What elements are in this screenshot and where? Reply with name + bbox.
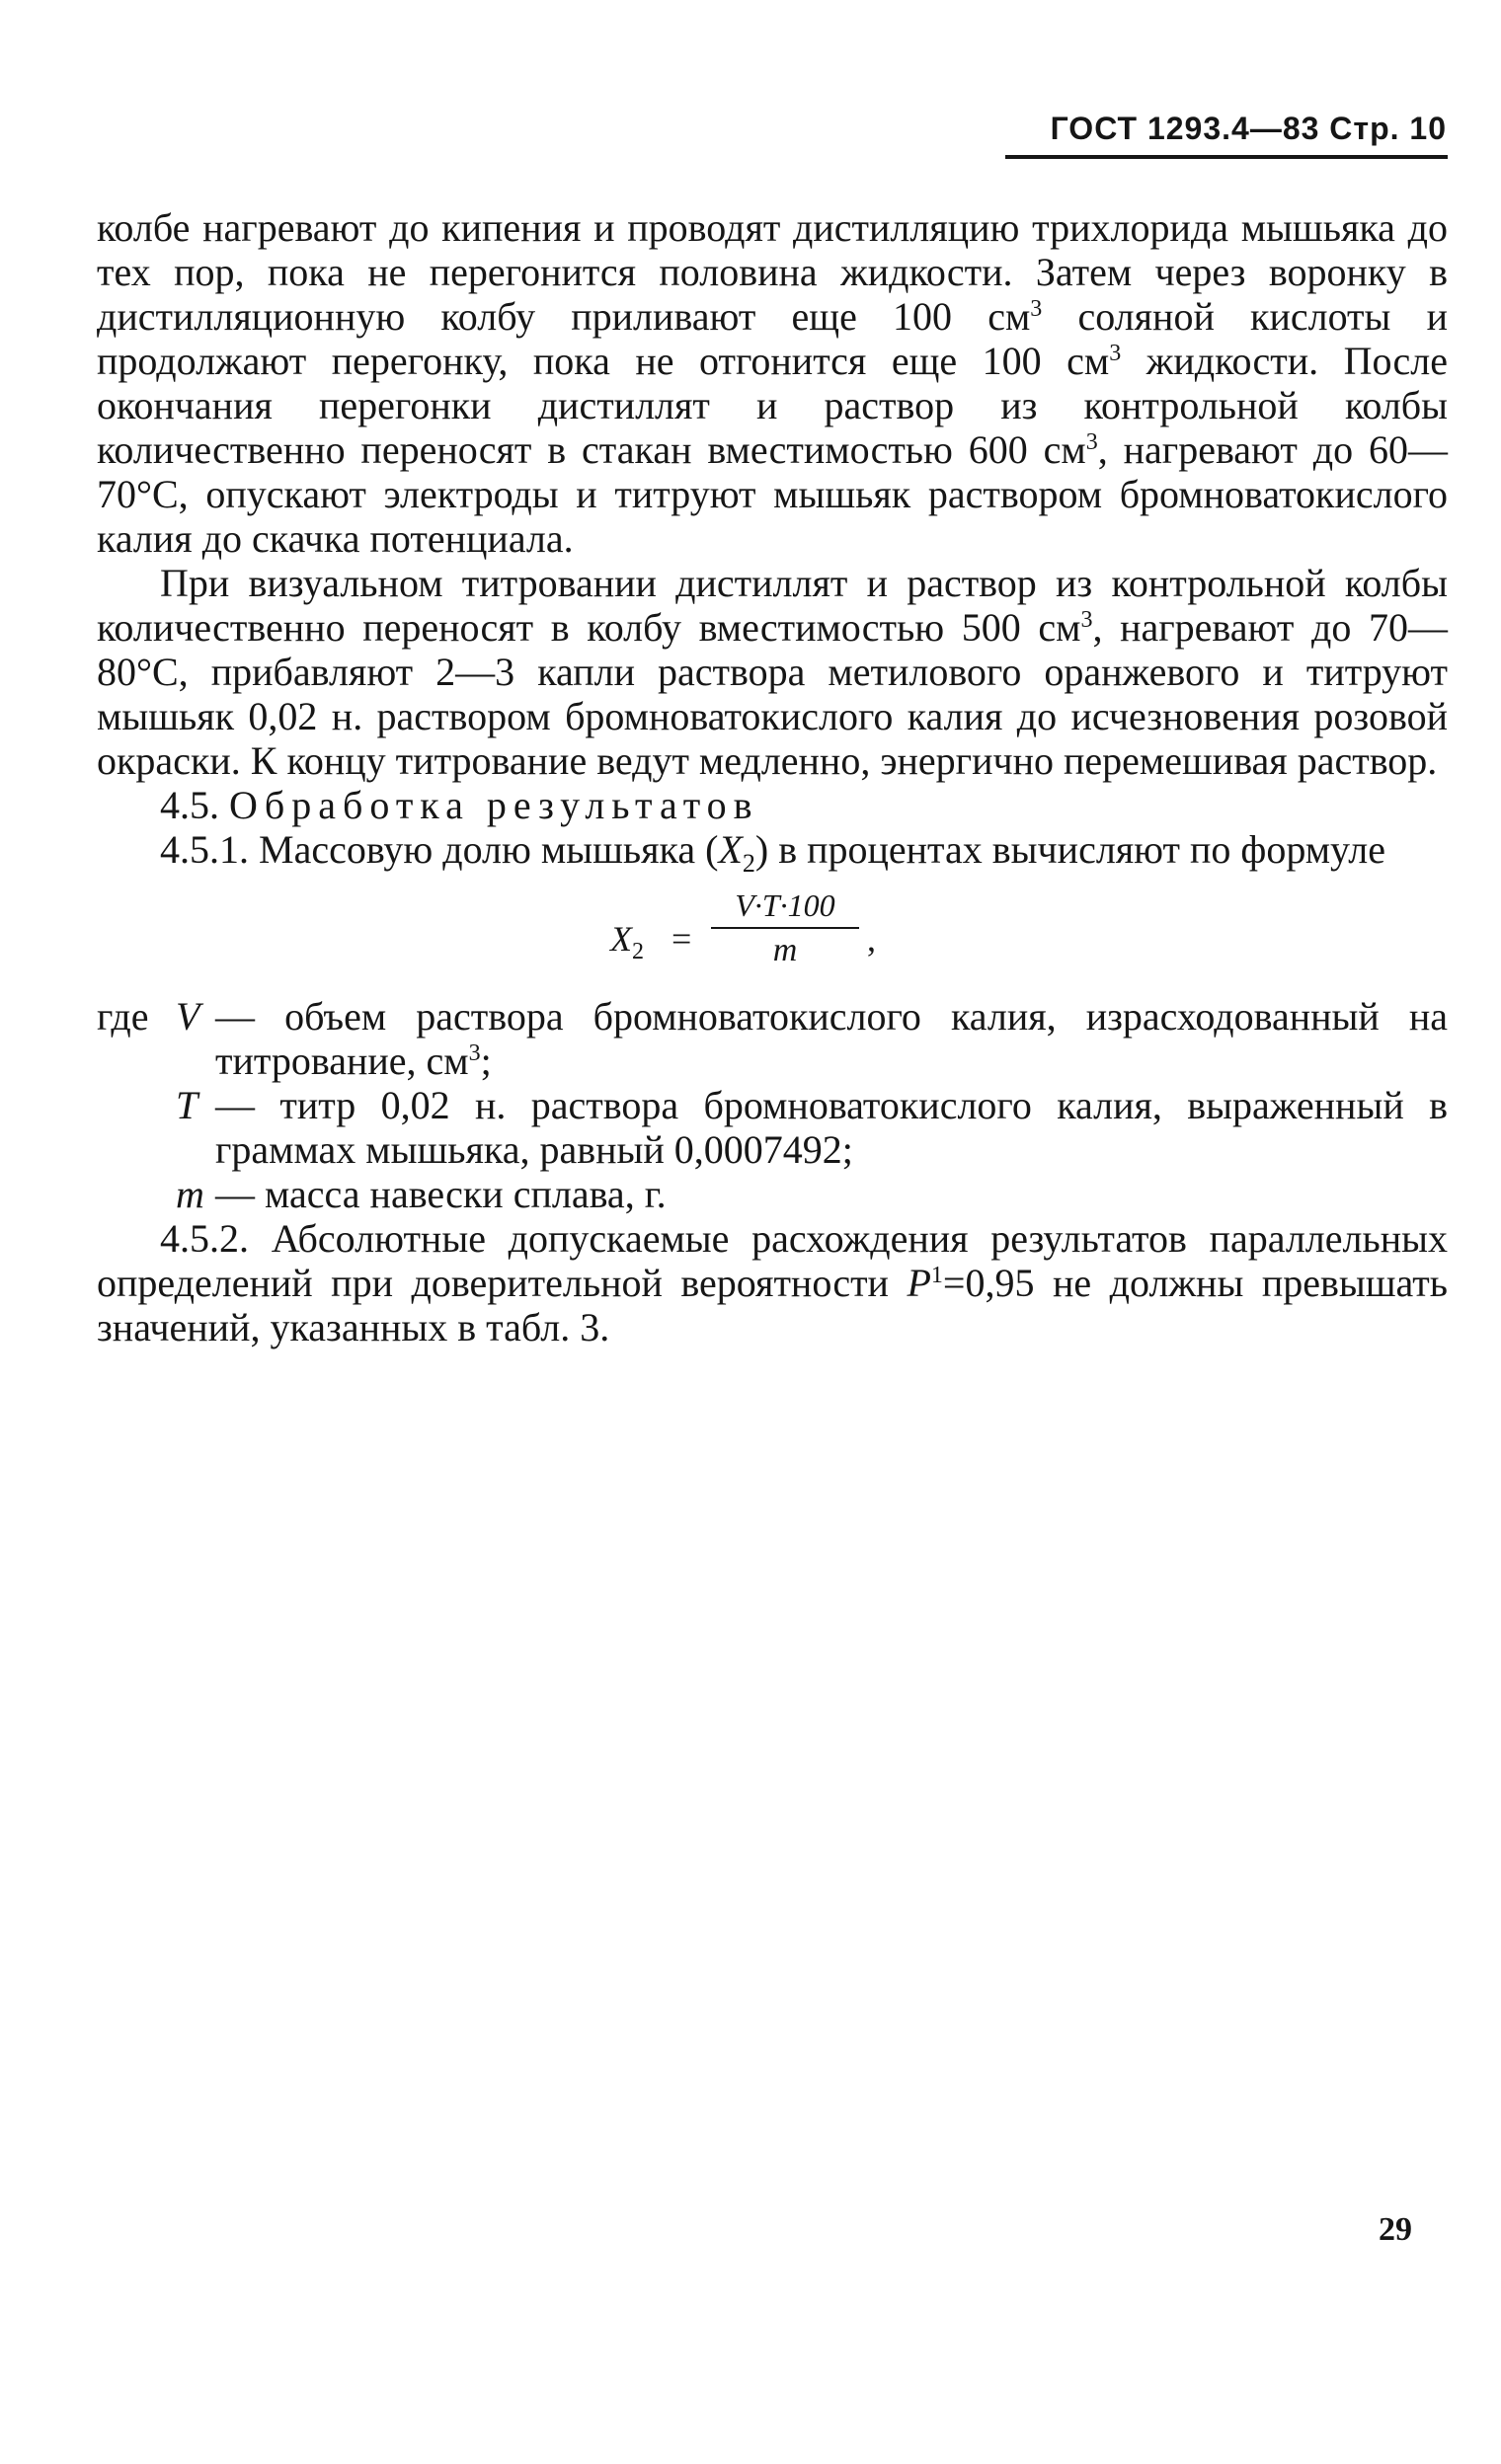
definition-dash: —	[215, 1172, 265, 1216]
formula-denominator: m	[772, 932, 798, 968]
paragraph-text: 4.5.1. Массовую долю мышьяка (	[160, 827, 719, 872]
header-rule	[1005, 155, 1448, 159]
section-number: 4.5.	[160, 783, 219, 827]
variable: X	[718, 827, 743, 872]
definition-row	[97, 994, 1448, 1083]
formula-variable: X	[610, 919, 632, 959]
paragraph-distillation	[97, 205, 1448, 561]
superscript: 1	[930, 1263, 943, 1288]
superscript: 3	[1109, 341, 1122, 366]
definition-text	[215, 1172, 1448, 1216]
paragraph-visual-titration	[97, 561, 1448, 783]
definition-body: объем раствора бромноватокислого калия, израсходованный на титрование, см	[215, 994, 1449, 1083]
paragraph-4-5-2	[97, 1216, 1448, 1349]
superscript: 3	[1030, 296, 1043, 322]
section-title: Обработка результатов	[229, 783, 759, 827]
superscript: 3	[1080, 607, 1093, 633]
variable: P	[907, 1261, 931, 1305]
page-body	[97, 205, 1448, 1349]
paragraph-text: ) в процентах вычисляют по формуле	[754, 827, 1385, 872]
definition-dash: —	[215, 994, 285, 1039]
paragraph-text: При визуальном титровании дистиллят и раствор из контрольной колбы количественно переносят в колбу вместимостью 500 см	[97, 561, 1448, 650]
definition-term: T	[176, 1083, 198, 1127]
page-number: 29	[1379, 2211, 1412, 2248]
running-header: ГОСТ 1293.4—83 Стр. 10	[1050, 111, 1447, 146]
formula-equals: =	[672, 919, 692, 959]
definition-term: V	[176, 994, 200, 1039]
paragraph-text: , нагревают до 60—70°С, опускают электроды и титруют мышьяк раствором бромноватокислого калия до скачка потенциала.	[97, 427, 1448, 561]
mass-fraction-formula	[97, 886, 1448, 989]
paragraph-4-5-1	[97, 827, 1448, 886]
superscript: 3	[468, 1040, 481, 1066]
definitions-lead: где	[97, 994, 149, 1039]
definition-term: m	[176, 1172, 204, 1216]
paragraph-text: жидкости. После окончания перегонки дистиллят и раствор из контрольной колбы количественно переносят в стакан вместимостью 600 см	[97, 339, 1448, 472]
definition-row	[97, 1172, 1448, 1216]
definition-text	[215, 994, 1448, 1083]
definition-row	[97, 1083, 1448, 1172]
definition-text	[215, 1083, 1448, 1172]
paragraph-text: =0,95 не должны превышать значений, указанных в табл. 3.	[97, 1261, 1448, 1349]
paragraph-text: соляной кислоты и продолжают перегонку, пока не отгонится еще 100 см	[97, 294, 1448, 383]
definition-dash: —	[215, 1083, 280, 1127]
paragraph-text: колбе нагревают до кипения и проводят дистилляцию трихлорида мышьяка до тех пор, пока не перегонится половина жидкости. Затем через воронку в дистилляционную колбу приливают еще 100 см	[97, 205, 1448, 339]
section-heading	[97, 783, 1448, 827]
paragraph-text: 4.5.2. Абсолютные допускаемые расхождения результатов параллельных определений при доверительной вероятности	[97, 1216, 1448, 1305]
definition-body: титр 0,02 н. раствора бромноватокислого калия, выраженный в граммах мышьяка, равный 0,0007492;	[215, 1083, 1449, 1172]
formula-subscript: 2	[632, 939, 644, 964]
formula-numerator: V·T·100	[711, 886, 859, 929]
paragraph-text: , нагревают до 70—80°С, прибавляют 2—3 капли раствора метилового оранжевого и титруют мышьяк 0,02 н. раствором бромноватокислого калия до исчезновения розовой окраски. К концу титрование ведут медленно, энергично перемешивая раствор.	[97, 605, 1448, 783]
definition-body: масса навески сплава, г.	[265, 1172, 667, 1216]
formula-lhs	[610, 917, 644, 974]
definition-after: ;	[480, 1039, 492, 1083]
formula-trail: ,	[867, 919, 876, 959]
subscript: 2	[742, 849, 755, 878]
variable-definitions	[97, 994, 1448, 1216]
superscript: 3	[1085, 429, 1098, 455]
formula-fraction	[711, 886, 859, 972]
